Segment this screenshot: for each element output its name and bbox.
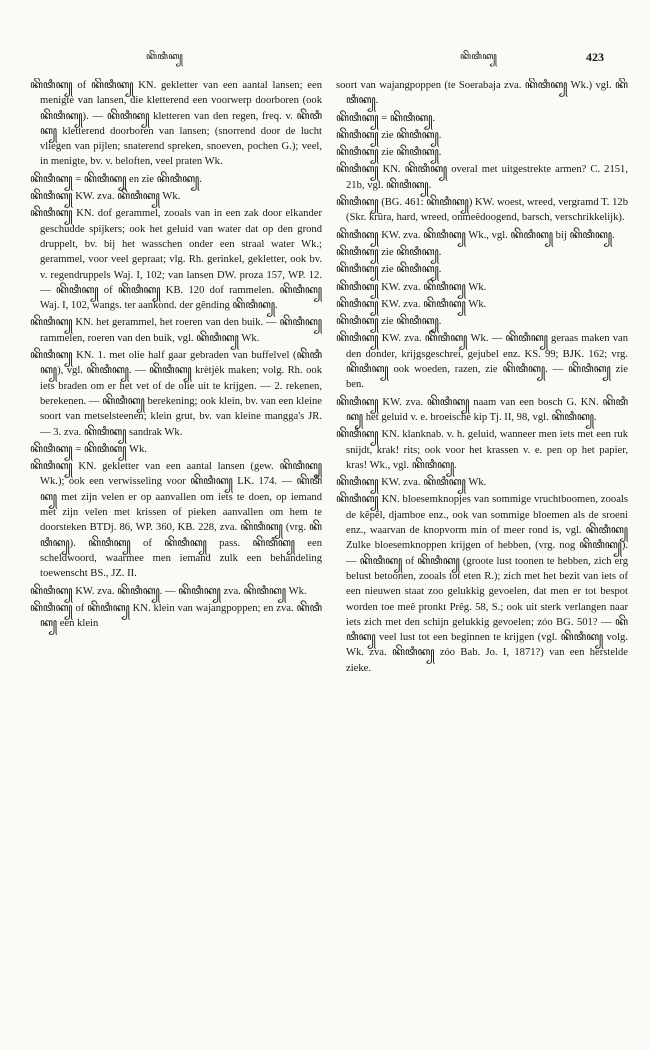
dictionary-entry: ꦏꦼꦠꦶꦏ꧀ of ꦏꦼꦠꦶꦏ꧀ KN. klein van wajangpoppen; en zva. ꦏꦼꦠꦶꦏ꧀ een klein (30, 602, 322, 630)
dictionary-entry: ꦏꦼꦠꦶꦏ꧀ KW. zva. ꦏꦼꦠꦶꦏ꧀ Wk. (336, 477, 487, 489)
dictionary-entry: ꦏꦼꦠꦶꦏ꧀ KW. zva. ꦏꦼꦠꦶꦏ꧀ Wk. (30, 191, 181, 203)
dictionary-entry: ꦏꦼꦠꦶꦏ꧀ zie ꦏꦼꦠꦶꦏ꧀. (336, 246, 442, 258)
dictionary-entry: ꦏꦼꦠꦶꦏ꧀ KW. zva. ꦏꦼꦠꦶꦏ꧀ Wk. — ꦏꦼꦠꦶꦏ꧀ geraas maken van den donder, krijgsgeschrei, gejubel enz. KS. 99; BJK. 162; vrg. ꦏꦼꦠꦶꦏ꧀ ook woeden, razen, zie ꦏꦼꦠꦶꦏ꧀. — ꦏꦼꦠꦶꦏ꧀ zie ben. (336, 333, 628, 391)
dictionary-entry: ꦏꦼꦠꦶꦏ꧀ KW. zva. ꦏꦼꦠꦶꦏ꧀. — ꦏꦼꦠꦶꦏ꧀ zva. ꦏꦼꦠꦶꦏ꧀ Wk. (30, 585, 307, 597)
dictionary-entry: ꦏꦼꦠꦶꦏ꧀ KN. bloesemknopjes van sommige vruchtboomen, zooals de kĕpĕl, djamboe enz., ook van sommige bloemen als de sroeni enz., waarvan de knopvorm min of meer rond is, vgl. ꦏꦼꦠꦶꦏ꧀ Zulke bloesemknoppen krijgen of hebben, (vrg. nog ꦏꦼꦠꦶꦏ꧀). — ꦏꦼꦠꦶꦏ꧀ of ꦏꦼꦠꦶꦏ꧀ (groote lust toonen te hebben, zich erg belust betoonen, zooals tot eten R.); zich met het bezit van iets of een nieuwen staat zoo gelukkig gevoelen, dat men er tot bespot worden toe meê pronkt Prêg. 58, S.; ook uit sterk verlangen naar iets zich met den schijn gelukkig gevoelen; zóo BG. 501? — ꦏꦼꦠꦶꦏ꧀ veel lust tot een beginnen te krijgen (vgl. ꦏꦼꦠꦶꦏ꧀ volg. Wk. zva. ꦏꦼꦠꦶꦏ꧀ zóo Bab. Jo. I, 1871?) van een herstelde zieke. (336, 494, 628, 674)
dictionary-entry: ꦏꦼꦠꦶꦏ꧀ (BG. 461: ꦏꦼꦠꦶꦏ꧀) KW. woest, wreed, vergramd T. 12b (Skr. krûra, hard, wreed, onmeêdoogend, barsch, verschrikkelijk). (336, 197, 628, 224)
left-running-head: ꦏꦼꦠꦶꦏ꧀ (146, 51, 184, 61)
dictionary-entry: ꦏꦼꦠꦶꦏ꧀ KN. klanknab. v. h. geluid, wanneer men iets met een ruk snijdt, krak! rits; ook voor het krassen v. e. pen op het papier, kras! Wk., vgl. ꦏꦼꦠꦶꦏ꧀. (336, 429, 628, 471)
dictionary-entry: soort van wajangpoppen (te Soerabaja zva. ꦏꦼꦠꦶꦏ꧀ Wk.) vgl. ꦏꦼꦠꦶꦏ꧀. (336, 80, 628, 107)
left-column (30, 78, 322, 1038)
dictionary-entry: ꦏꦼꦠꦶꦏ꧀ zie ꦏꦼꦠꦶꦏ꧀. (336, 147, 442, 159)
dictionary-entry: ꦏꦼꦠꦶꦏ꧀ KN. gekletter van een aantal lansen (gew. ꦏꦼꦠꦶꦏ꧀ Wk.); ook een verwisseling voor ꦏꦼꦠꦶꦏ꧀ LK. 174. — ꦏꦼꦠꦶꦏ꧀ met zijn velen er op aanvallen om iets te doen, op iemand met zijn velen met krissen of pieken aanvallen om hem te doorsteken BTDj. 86, WP. 360, KB. 228, zva. ꦏꦼꦠꦶꦏ꧀ (vrg. ꦏꦼꦠꦶꦏ꧀). ꦏꦼꦠꦶꦏ꧀ of ꦏꦼꦠꦶꦏ꧀ pass. ꦏꦼꦠꦶꦏ꧀ een scheldwoord, waarmee men iemand zulk een behandeling toewenscht BS., JZ. II. (30, 461, 322, 580)
dictionary-entry: ꦏꦼꦠꦶꦏ꧀ KW. zva. ꦏꦼꦠꦶꦏ꧀ Wk., vgl. ꦏꦼꦠꦶꦏ꧀ bij ꦏꦼꦠꦶꦏ꧀. (336, 229, 615, 241)
dictionary-entry: ꦏꦼꦠꦶꦏ꧀ KN. het gerammel, het roeren van den buik. — ꦏꦼꦠꦶꦏ꧀ rammelen, roeren van den buik, vgl. ꦏꦼꦠꦶꦏ꧀ Wk. (30, 317, 322, 344)
dictionary-entry: ꦏꦼꦠꦶꦏ꧀ KW. zva. ꦏꦼꦠꦶꦏ꧀ Wk. (336, 281, 487, 293)
dictionary-entry: ꦏꦼꦠꦶꦏ꧀ KN. dof gerammel, zooals van in een zak door elkander geschudde spijkers; ook het geluid van water dat op den grond druppelt, bv. bij het wasschen onder een straal water Wk.; gerammel, voor veel gepraat; vlg. Rh. gerinkel, gekletter, ook bv. v. regendruppels Waj. I, 102; van lansen DW. proza 157, WP. 12. — ꦏꦼꦠꦶꦏ꧀ of ꦏꦼꦠꦶꦏ꧀ KB. 120 dof rammelen. ꦏꦼꦠꦶꦏ꧀ Waj. I, 102, wangs. ter aankond. der gĕnding ꦏꦼꦠꦶꦏ꧀. (30, 208, 322, 312)
dictionary-entry: ꦏꦼꦠꦶꦏ꧀ KW. zva. ꦏꦼꦠꦶꦏ꧀ Wk. (336, 298, 487, 310)
dictionary-entry: ꦏꦼꦠꦶꦏ꧀ of ꦏꦼꦠꦶꦏ꧀ KN. gekletter van een aantal lansen; een menigte van lansen, die kletterend een voorwerp doorboren (ook ꦏꦼꦠꦶꦏ꧀). — ꦏꦼꦠꦶꦏ꧀ kletteren van den regen, freq. v. ꦏꦼꦠꦶꦏ꧀ kletterend doorboren van lansen; (snorrend door de lucht vliegen van pijlen; snaterend spreken, snoeven, pochen G.); veel, in menigte, bv. v. beloften, veel praten Wk. (30, 80, 322, 168)
right-column (336, 78, 628, 1038)
dictionary-entry: ꦏꦼꦠꦶꦏ꧀ = ꦏꦼꦠꦶꦏ꧀ Wk. (30, 443, 147, 455)
page-number: 423 (586, 50, 604, 64)
dictionary-entry: ꦏꦼꦠꦶꦏ꧀ = ꦏꦼꦠꦶꦏ꧀. (336, 112, 436, 124)
dictionary-entry: ꦏꦼꦠꦶꦏ꧀ KN. 1. met olie half gaar gebraden van buffelvel (ꦏꦼꦠꦶꦏ꧀), vgl. ꦏꦼꦠꦶꦏ꧀. — ꦏꦼꦠꦶꦏ꧀ krètjèk maken; volg. Rh. ook iets braden om er het vet of de olie uit te krijgen. — 2. rekenen, berekenen. — ꦏꦼꦠꦶꦏ꧀ berekening; ook klein, bv. van een kleine soort van metselsteenen; klein grut, bv. van kleine mangga's JR. — 3. zva. ꦏꦼꦠꦶꦏ꧀ sandrak Wk. (30, 350, 322, 438)
dictionary-entry: ꦏꦼꦠꦶꦏ꧀ zie ꦏꦼꦠꦶꦏ꧀. (336, 264, 442, 276)
page-header (28, 50, 604, 70)
dictionary-entry: ꦏꦼꦠꦶꦏ꧀ = ꦏꦼꦠꦶꦏ꧀ en zie ꦏꦼꦠꦶꦏ꧀. (30, 173, 202, 185)
dictionary-entry: ꦏꦼꦠꦶꦏ꧀ zie ꦏꦼꦠꦶꦏ꧀. (336, 316, 442, 328)
dictionary-entry: ꦏꦼꦠꦶꦏ꧀ zie ꦏꦼꦠꦶꦏ꧀. (336, 129, 442, 141)
right-running-head: ꦏꦼꦠꦶꦏ꧀ (460, 51, 498, 61)
dictionary-entry: ꦏꦼꦠꦶꦏ꧀ KN. ꦏꦼꦠꦶꦏ꧀ overal met uitgestrekte armen? C. 2151, 21b, vgl. ꦏꦼꦠꦶꦏ꧀. (336, 164, 628, 191)
dictionary-entry: ꦏꦼꦠꦶꦏ꧀ KW. zva. ꦏꦼꦠꦶꦏ꧀ naam van een bosch G. KN. ꦏꦼꦠꦶꦏ꧀ het geluid v. e. broeische kip Tj. II, 98, vgl. ꦏꦼꦠꦶꦏ꧀. (336, 396, 628, 423)
